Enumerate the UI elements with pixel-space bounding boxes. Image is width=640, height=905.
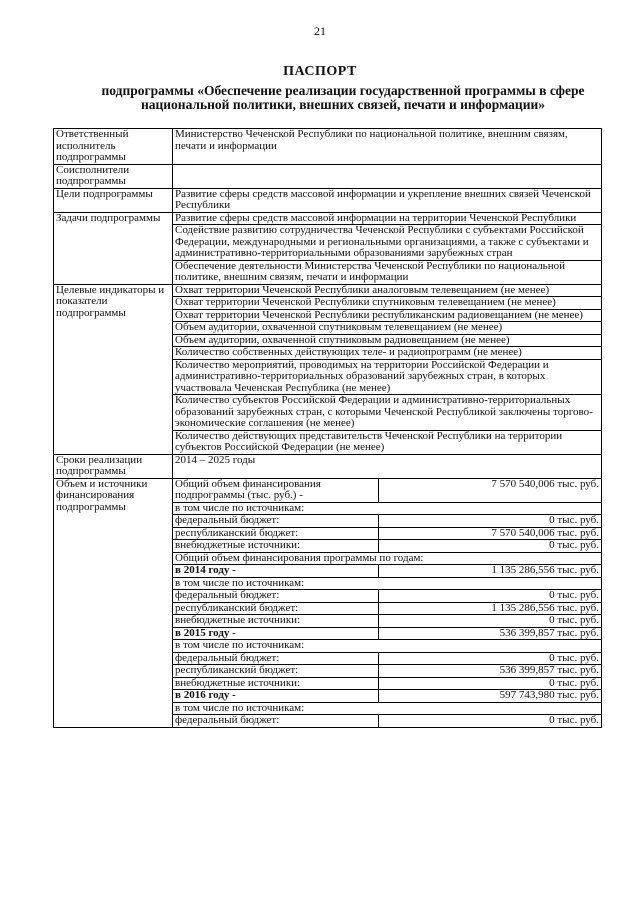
indicator-item: Охват территории Чеченской Республики спутниковым телевещанием (не менее) (173, 297, 602, 310)
year-2016-label: в 2016 году - (173, 690, 379, 703)
indicator-item: Количество мероприятий, проводимых на территории Российской Федерации и административно-территориальных образований зарубежных стран, в которых участвовала Чеченская Республика (не менее) (173, 359, 602, 395)
extra-value: 0 тыс. руб. (379, 540, 602, 553)
funding-total-label: Общий объем финансирования подпрограммы (тыс. руб.) - (173, 478, 379, 502)
republic-value: 1 135 286,556 тыс. руб. (379, 602, 602, 615)
federal-value: 0 тыс. руб. (379, 652, 602, 665)
federal-label: федеральный бюджет: (173, 590, 379, 603)
sources-label: в том числе по источникам: (173, 640, 602, 653)
federal-label: федеральный бюджет: (173, 652, 379, 665)
indicator-item: Охват территории Чеченской Республики республиканским радиовещанием (не менее) (173, 309, 602, 322)
table-row (54, 129, 602, 165)
sources-label: в том числе по источникам: (173, 577, 602, 590)
indicator-item: Количество субъектов Российской Федерации и административно-территориальных образований зарубежных стран, с которыми Чеченской Республикой заключены торгово-экономические соглашения (не менее) (173, 395, 602, 431)
indicator-item: Объем аудитории, охваченной спутниковым радиовещанием (не менее) (173, 334, 602, 347)
coexecutors-value (173, 164, 602, 188)
terms-value: 2014 – 2025 годы (173, 454, 602, 478)
extra-label: внебюджетные источники: (173, 540, 379, 553)
goals-label: Цели подпрограммы (54, 188, 173, 212)
executor-value: Министерство Чеченской Республики по национальной политике, внешним связям, печати и информации (173, 129, 602, 165)
republic-label: республиканский бюджет: (173, 665, 379, 678)
year-2014-value: 1 135 286,556 тыс. руб. (379, 565, 602, 578)
federal-value: 0 тыс. руб. (379, 715, 602, 728)
year-2016-value: 597 743,980 тыс. руб. (379, 690, 602, 703)
table-row (54, 212, 602, 225)
table-row (54, 188, 602, 212)
republic-label: республиканский бюджет: (173, 527, 379, 540)
republic-value: 7 570 540,006 тыс. руб. (379, 527, 602, 540)
table-row (54, 284, 602, 297)
federal-value: 0 тыс. руб. (379, 590, 602, 603)
table-row (54, 164, 602, 188)
extra-label: внебюджетные источники: (173, 677, 379, 690)
indicator-item: Объем аудитории, охваченной спутниковым телевещанием (не менее) (173, 322, 602, 335)
extra-value: 0 тыс. руб. (379, 615, 602, 628)
federal-label: федеральный бюджет: (173, 515, 379, 528)
sources-label: в том числе по источникам: (173, 502, 602, 515)
sources-label: в том числе по источникам: (173, 702, 602, 715)
federal-label: федеральный бюджет: (173, 715, 379, 728)
by-years-label: Общий объем финансирования программы по годам: (173, 552, 602, 565)
indicator-item: Количество действующих представительств Чеченской Республики на территории субъектов Российской Федерации (не менее) (173, 430, 602, 454)
year-2014-label: в 2014 году - (173, 565, 379, 578)
task-item: Развитие сферы средств массовой информации на территории Чеченской Республики (173, 212, 602, 225)
table-row (54, 478, 602, 502)
coexecutors-label: Соисполнители подпрограммы (54, 164, 173, 188)
republic-label: республиканский бюджет: (173, 602, 379, 615)
task-item: Содействие развитию сотрудничества Чеченской Республики с субъектами Российской Федерации, международными и региональными организациями, а также с субъектами и административно-территориальными образованиями зарубежных стран (173, 225, 602, 261)
terms-label: Сроки реализации подпрограммы (54, 454, 173, 478)
funding-label: Объем и источники финансирования подпрограммы (54, 478, 173, 727)
indicator-item: Количество собственных действующих теле- и радиопрограмм (не менее) (173, 347, 602, 360)
document-subtitle: подпрограммы «Обеспечение реализации государственной программы в сфере национальной политики, внешних связей, печати и информации» (101, 83, 585, 112)
passport-table (53, 128, 602, 728)
task-item: Обеспечение деятельности Министерства Чеченской Республики по национальной политике, внешним связям, печати и информации (173, 260, 602, 284)
federal-value: 0 тыс. руб. (379, 515, 602, 528)
year-2015-value: 536 399,857 тыс. руб. (379, 627, 602, 640)
extra-value: 0 тыс. руб. (379, 677, 602, 690)
table-row (54, 454, 602, 478)
goals-value: Развитие сферы средств массовой информации и укрепление внешних связей Чеченской Республики (173, 188, 602, 212)
funding-total-value: 7 570 540,006 тыс. руб. (379, 478, 602, 502)
indicator-item: Охват территории Чеченской Республики аналоговым телевещанием (не менее) (173, 284, 602, 297)
executor-label: Ответственный исполнитель подпрограммы (54, 129, 173, 165)
republic-value: 536 399,857 тыс. руб. (379, 665, 602, 678)
tasks-label: Задачи подпрограммы (54, 212, 173, 284)
document-title: ПАСПОРТ (283, 64, 357, 79)
indicators-label: Целевые индикаторы и показатели подпрограммы (54, 284, 173, 454)
page-number: 21 (314, 24, 326, 38)
extra-label: внебюджетные источники: (173, 615, 379, 628)
year-2015-label: в 2015 году - (173, 627, 379, 640)
